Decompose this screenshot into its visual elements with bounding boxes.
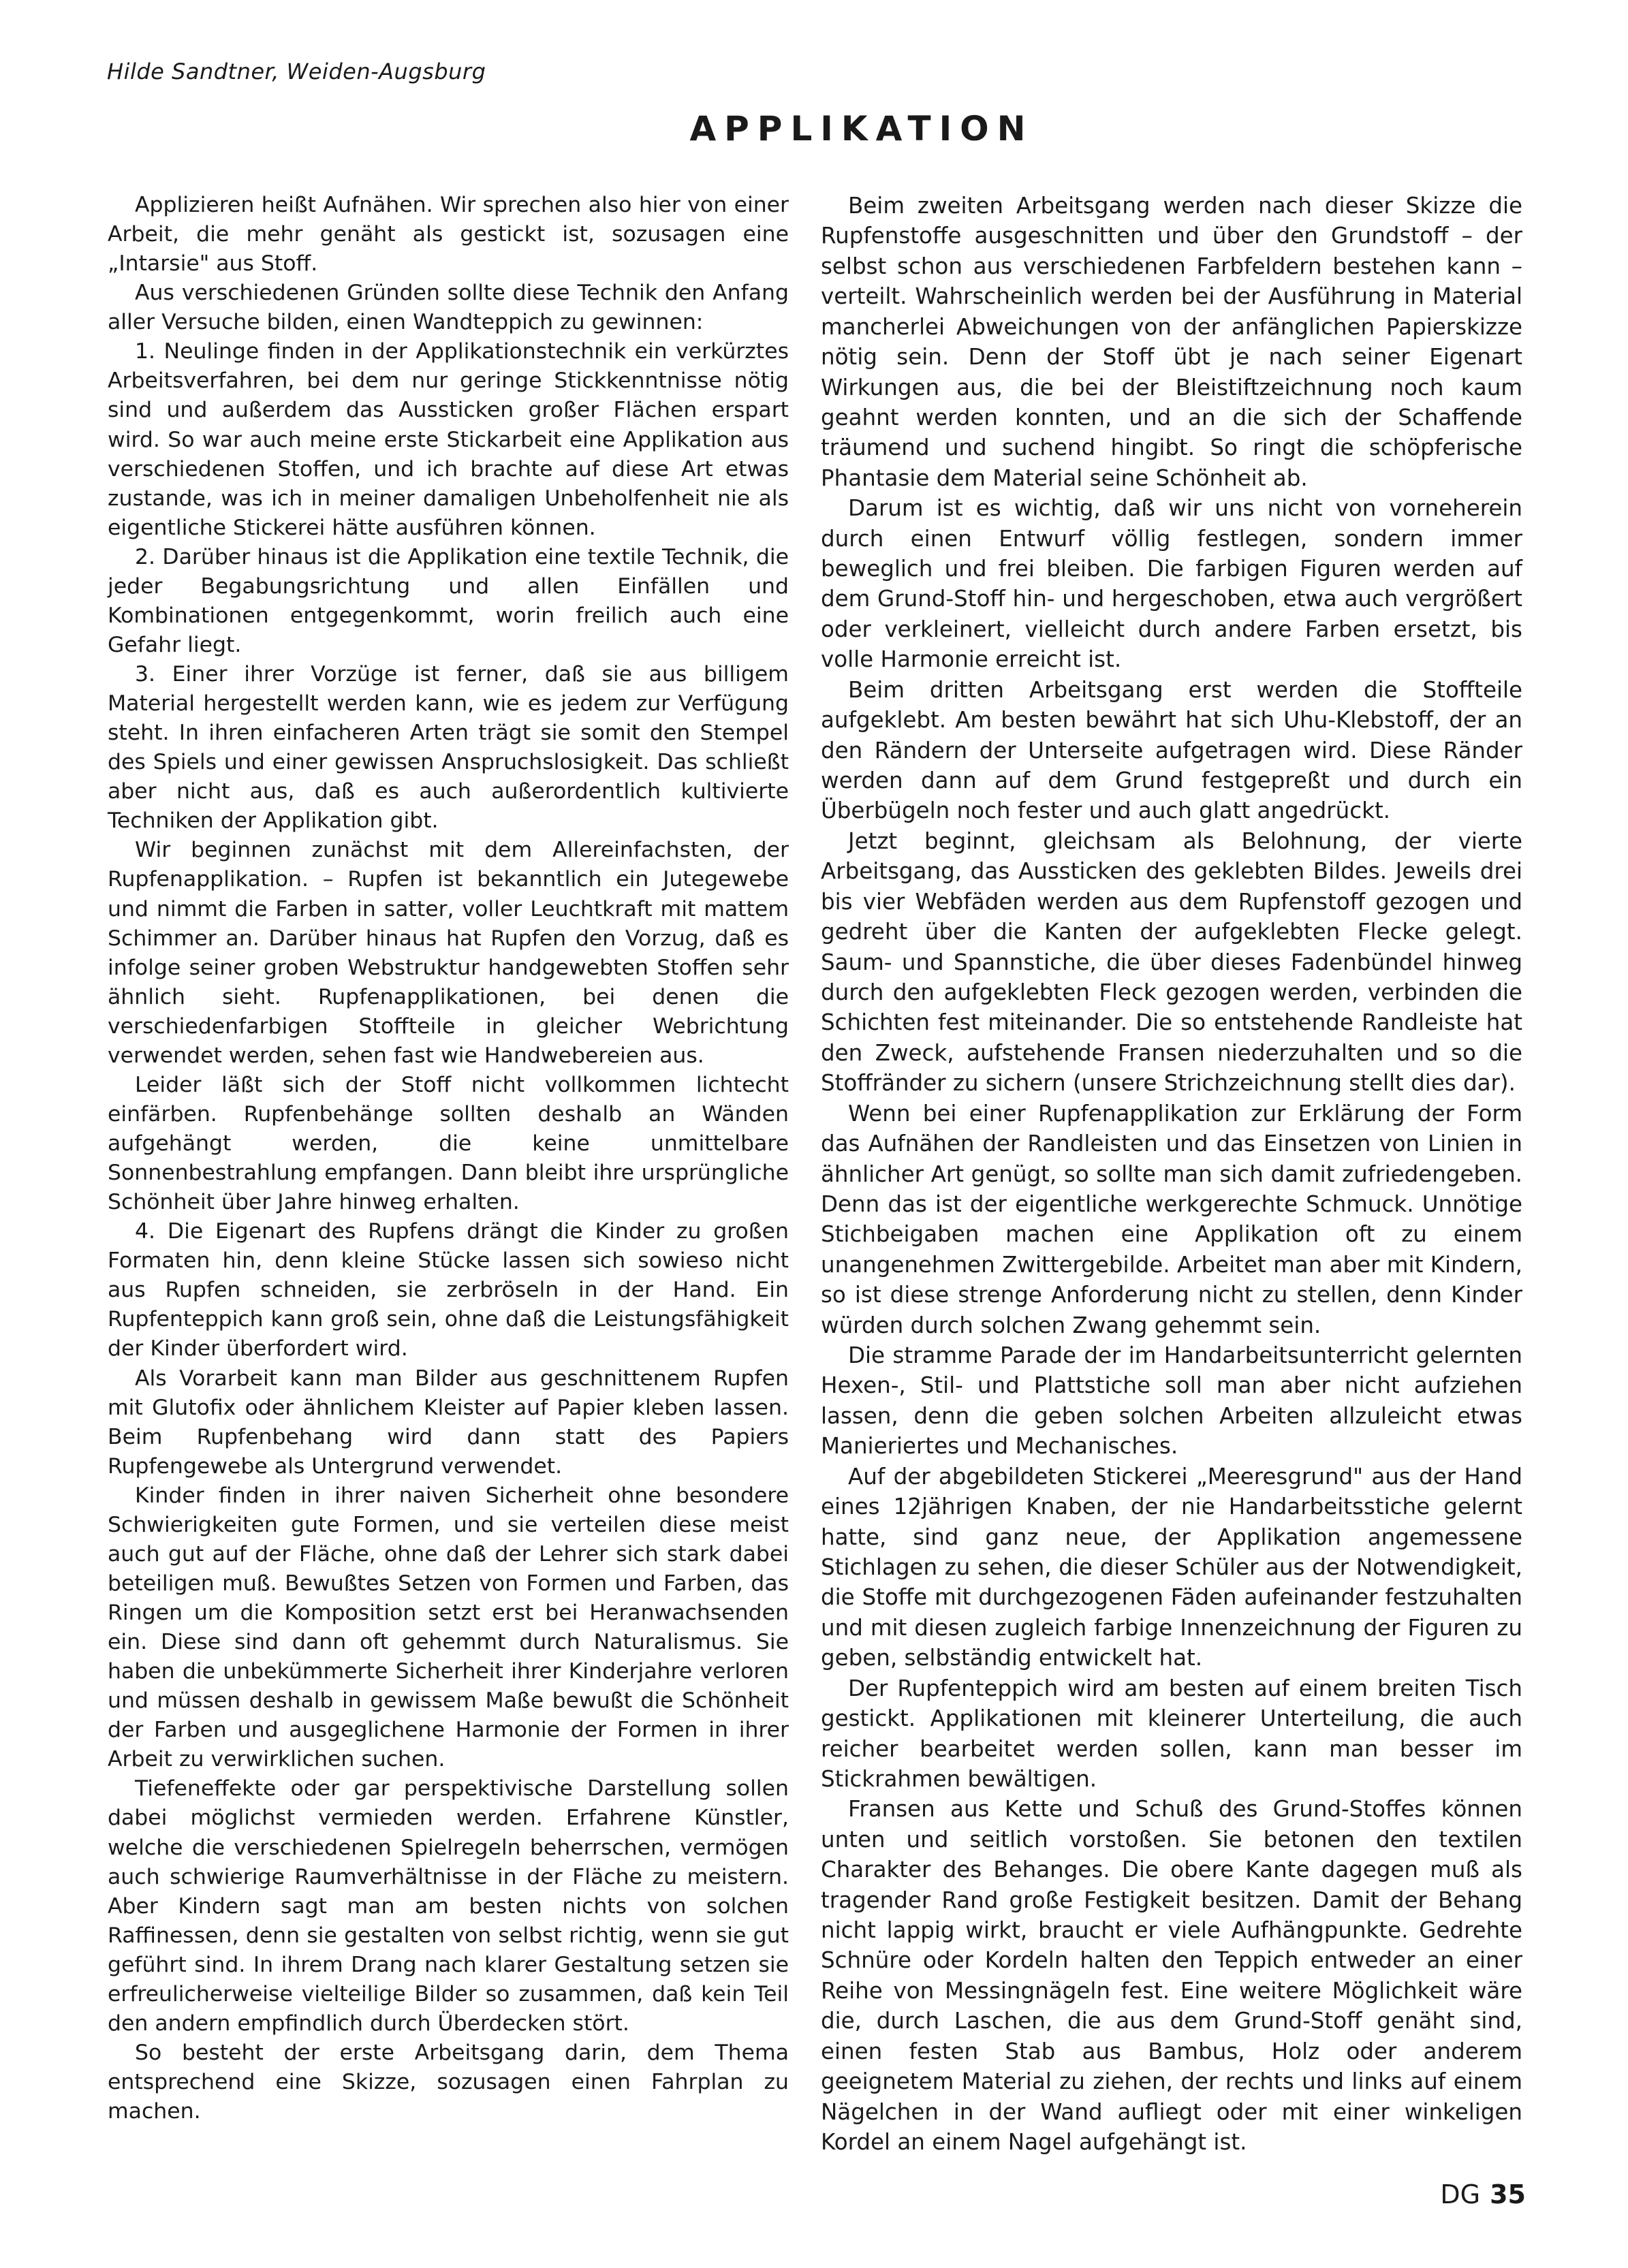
paragraph: Darum ist es wichtig, daß wir uns nicht von vorneherein durch einen Entwurf völlig festlegen, sondern immer beweglich und frei bleiben. Die farbigen Figuren werden auf dem Grund-Stoff hin- und hergeschoben, etwa auch vergrößert oder verkleinert, vielleicht durch andere Farben ersetzt, bis volle Harmonie erreicht ist.: [821, 495, 1522, 673]
publication-label: DG: [1440, 2179, 1481, 2209]
paragraph: Beim zweiten Arbeitsgang werden nach dieser Skizze die Rupfenstoffe ausgeschnitten und über den Grundstoff – der selbst schon aus verschiedenen Farbfeldern bestehen kann – verteilt. Wahrscheinlich werden bei der Ausführung in Material mancherlei Abweichungen von der anfänglichen Papierskizze nötig sein. Denn der Stoff übt je nach seiner Eigenart Wirkungen aus, die bei der Bleistiftzeichnung noch kaum geahnt werden konnten, und an die sich der Schaffende träumend und suchend hingibt. So ringt die schöpferische Phantasie dem Material seine Schönheit ab.: [821, 193, 1522, 491]
paragraph: Applizieren heißt Aufnähen. Wir sprechen also hier von einer Arbeit, die mehr genäht als gestickt ist, sozusagen eine „Intarsie" aus Stoff.: [108, 193, 789, 277]
paragraph: Als Vorarbeit kann man Bilder aus geschnittenem Rupfen mit Glutofix oder ähnlichem Kleister auf Papier kleben lassen. Beim Rupfenbehang wird dann statt des Papiers Rupfengewebe als Untergrund verwendet.: [108, 1366, 789, 1479]
paragraph: Die stramme Parade der im Handarbeitsunterricht gelernten Hexen-, Stil- und Plattstiche soll man aber nicht aufziehen lassen, denn die geben solchen Arbeiten allzuleicht etwas Manieriertes und Mechanisches.: [821, 1342, 1522, 1460]
paragraph: Kinder finden in ihrer naiven Sicherheit ohne besondere Schwierigkeiten gute Formen, und sie verteilen diese meist auch gut auf der Fläche, ohne daß der Lehrer sich stark dabei beteiligen muß. Bewußtes Setzen von Formen und Farben, das Ringen um die Komposition setzt erst bei Heranwachsenden ein. Diese sind dann oft gehemmt durch Naturalismus. Sie haben die unbekümmerte Sicherheit ihrer Kinderjahre verloren und müssen deshalb in gewissem Maße bewußt die Schönheit der Farben und ausgeglichene Harmonie der Formen in ihrer Arbeit zu verwirklichen suchen.: [108, 1483, 789, 1772]
paragraph: 4. Die Eigenart des Rupfens drängt die Kinder zu großen Formaten hin, denn kleine Stücke lassen sich sowieso nicht aus Rupfen schneiden, sie zerbröseln in der Hand. Ein Rupfenteppich kann groß sein, ohne daß die Leistungsfähigkeit der Kinder überfordert wird.: [108, 1219, 789, 1361]
paragraph: Aus verschiedenen Gründen sollte diese Technik den Anfang aller Versuche bilden, einen Wandteppich zu gewinnen:: [108, 281, 789, 335]
paragraph: Wenn bei einer Rupfenapplikation zur Erklärung der Form das Aufnähen der Randleisten und das Einsetzen von Linien in ähnlicher Art genügt, so sollte man sich damit zufriedengeben. Denn das ist der eigentliche werkgerechte Schmuck. Unnötige Stichbeigaben machen eine Applikation oft zu einem unangenehmen Zwittergebilde. Arbeitet man aber mit Kindern, so ist diese strenge Anforderung nicht zu stellen, denn Kinder würden durch solchen Zwang gehemmt sein.: [821, 1100, 1522, 1338]
paragraph: Auf der abgebildeten Stickerei „Meeresgrund" aus der Hand eines 12jährigen Knaben, der nie Handarbeitsstiche gelernt hatte, sind ganz neue, der Applikation angemessene Stichlagen zu sehen, die dieser Schüler aus der Notwendigkeit, die Stoffe mit durchgezogenen Fäden aufeinander festzuhalten und mit diesen zugleich farbige Innenzeichnung der Figuren zu geben, selbständig entwickelt hat.: [821, 1463, 1522, 1671]
left-column: [108, 191, 789, 2126]
article-title: APPLIKATION: [689, 109, 1034, 148]
paragraph: 3. Einer ihrer Vorzüge ist ferner, daß sie aus billigem Material hergestellt werden kann, wie es jedem zur Verfügung steht. In ihren einfacheren Arten trägt sie somit den Stempel des Spiels und einer gewissen Anspruchslosigkeit. Das schließt aber nicht aus, daß es auch außerordentlich kultivierte Techniken der Applikation gibt.: [108, 662, 789, 834]
paragraph: 2. Darüber hinaus ist die Applikation eine textile Technik, die jeder Begabungsrichtung und allen Einfällen und Kombinationen entgegenkommt, worin freilich auch eine Gefahr liegt.: [108, 544, 789, 657]
paragraph: Wir beginnen zunächst mit dem Allereinfachsten, der Rupfenapplikation. – Rupfen ist bekanntlich ein Jutegewebe und nimmt die Farben in satter, voller Leuchtkraft mit mattem Schimmer an. Darüber hinaus hat Rupfen den Vorzug, daß es infolge seiner groben Webstruktur handgewebten Stoffen sehr ähnlich sieht. Rupfenapplikationen, bei denen die verschiedenfarbigen Stoffteile in gleicher Webrichtung verwendet werden, sehen fast wie Handwebereien aus.: [108, 838, 789, 1068]
paragraph: So besteht der erste Arbeitsgang darin, dem Thema entsprechend eine Skizze, sozusagen einen Fahrplan zu machen.: [108, 2040, 789, 2124]
page-number: 35: [1490, 2179, 1526, 2209]
right-column: [821, 191, 1522, 2157]
paragraph: Fransen aus Kette und Schuß des Grund-Stoffes können unten und seitlich vorstoßen. Sie betonen den textilen Charakter des Behanges. Die obere Kante dagegen muß als tragender Rand große Festigkeit besitzen. Damit der Behang nicht lappig wirkt, braucht er viele Aufhängpunkte. Gedrehte Schnüre oder Kordeln halten den Teppich entweder an einer Reihe von Messingnägeln fest. Eine weitere Möglichkeit wäre die, durch Laschen, die aus dem Grund-Stoff genäht sind, einen festen Stab aus Bambus, Holz oder anderem geeignetem Material zu ziehen, der rechts und links auf einem Nägelchen in der Wand aufliegt oder mit einer winkeligen Kordel an einem Nagel aufgehängt ist.: [821, 1796, 1522, 2155]
author-line: Hilde Sandtner, Weiden-Augsburg: [107, 59, 486, 84]
paragraph: Jetzt beginnt, gleichsam als Belohnung, der vierte Arbeitsgang, das Aussticken des geklebten Bildes. Jeweils drei bis vier Webfäden werden aus dem Rupfenstoff gezogen und gedreht über die Kanten der aufgeklebten Flecke gelegt. Saum- und Spannstiche, die über dieses Fadenbündel hinweg durch den aufgeklebten Fleck gezogen werden, verbinden die Schichten fest miteinander. Die so entstehende Randleiste hat den Zweck, aufstehende Fransen niederzuhalten und so die Stoffränder zu sichern (unsere Strichzeichnung stellt dies dar).: [821, 828, 1522, 1097]
paragraph: Leider läßt sich der Stoff nicht vollkommen lichtecht einfärben. Rupfenbehänge sollten deshalb an Wänden aufgehängt werden, die keine unmittelbare Sonnenbestrahlung empfangen. Dann bleibt ihre ursprüngliche Schönheit über Jahre hinweg erhalten.: [108, 1072, 789, 1215]
paragraph: Der Rupfenteppich wird am besten auf einem breiten Tisch gestickt. Applikationen mit kleinerer Unterteilung, die auch reicher bearbeitet werden sollen, kann man besser im Stickrahmen bewältigen.: [821, 1675, 1522, 1792]
paragraph: Beim dritten Arbeitsgang erst werden die Stoffteile aufgeklebt. Am besten bewährt hat sich Uhu-Klebstoff, der an den Rändern der Unterseite aufgetragen wird. Diese Ränder werden dann auf dem Grund festgepreßt und durch ein Überbügeln noch fester und auch glatt angedrückt.: [821, 676, 1522, 824]
page-footer: [1440, 2179, 1526, 2209]
paragraph: Tiefeneffekte oder gar perspektivische Darstellung sollen dabei möglichst vermieden werden. Erfahrene Künstler, welche die verschiedenen Spielregeln beherrschen, vermögen auch schwierige Raumverhältnisse in der Fläche zu meistern. Aber Kindern sagt man am besten nichts von solchen Raffinessen, denn sie gestalten von selbst richtig, wenn sie gut geführt sind. In ihrem Drang nach klarer Gestaltung setzen sie erfreulicherweise vielteilige Bilder so zusammen, daß kein Teil den andern empfindlich durch Überdecken stört.: [108, 1776, 789, 2036]
paragraph: 1. Neulinge finden in der Applikationstechnik ein verkürztes Arbeitsverfahren, bei dem nur geringe Stickkenntnisse nötig sind und außerdem das Aussticken großer Flächen erspart wird. So war auch meine erste Stickarbeit eine Applikation aus verschiedenen Stoffen, und ich brachte auf diese Art etwas zustande, was ich in meiner damaligen Unbeholfenheit nie als eigentliche Stickerei hätte ausführen können.: [108, 339, 789, 540]
